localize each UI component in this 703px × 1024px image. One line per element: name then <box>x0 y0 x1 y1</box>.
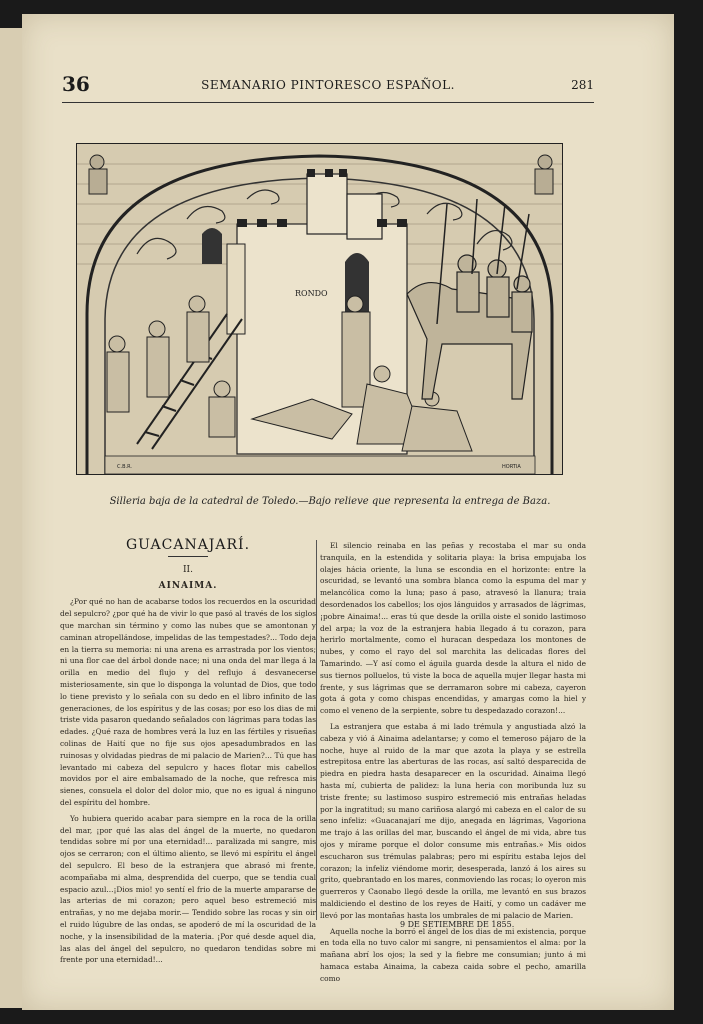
paragraph: El silencio reinaba en las peñas y recostaba el mar su onda tranquila, en la estendida y solitaria playa: la brisa empujaba los olajes hácia oriente, la luna se escondia en el horizonte: entre la oscuridad, se levantó una sombra blanca como la espuma del mar y melancólica como la luna; paso á paso, atravesó la llanura; traia desordenados los cabellos; los ojos lánguidos y arrasados de lágrimas, ¡pobre Ainaima!... eras tú que desde la orilla oiste el sonido lastimoso del arpa; la voz de la estranjera habia llegado á tu corazon, para herirlo mortalmente, como el huracan despedaza los montones de nubes, y como el rayo del sol marchita las delicadas flores del Tamarindo. —Y así como el águila guarda desde la altura el nido de sus tiernos polluelos, tú viste la boca de aquella mujer llegar hasta mi frente, y sus lágrimas que se derramaron sobre mi cabeza, cayeron gota á gota y como chispas encendidas, y amargas como la hiel y como el veneno de la serpiente, sobre tu despedazado corazon!... <box>320 541 586 716</box>
paragraph: Yo hubiera querido acabar para siempre en la roca de la orilla del mar, ¡por qué las alas del ángel de la muerte, no quedaron tendidas sobre mí por una eternidad!... paralizada mi sangre, mis ojos se cerraron; con el último aliento, se llevó mi espíritu el ángel del sepulcro. El beso de la estranjera que abrasó mi frente, acompañaba mi alma, desprendida del cuerpo, que se tendia cual espacio azul...¡Dios mio! yo sentí el frio de la muerte ampararse de las arterias de mi corazon; pero aquel beso estremeció mis entrañas, y no me dejaba morir.— Tendido sobre las rocas y sin oir el ruido lúgubre de las ondas, se apoderó de mí la oscuridad de la noche, y la insensibilidad de la materia. ¡Por qué desde aquel dia, las alas del ángel del sepulcro, no quedaron tendidas sobre mi frente por una eternidad!... <box>60 813 316 965</box>
engraver-signature-right: HORTIA <box>502 464 521 470</box>
engraver-signature-left: C.B.R. <box>117 464 132 470</box>
engraving-drawing <box>77 144 562 474</box>
chapter-number: II. <box>183 564 193 575</box>
paragraph: ¿Por qué no han de acabarse todos los recuerdos en la oscuridad del sepulcro? ¿por qué ha de vivir lo que pasó al través de los siglos que marchan sin término y como las nubes que se amontonan y caminan atropellándose, impelidas de las tempestades?... Todo deja en la tierra su memoria: ni una arena es arrastrada por los vientos; ni una flor cae del árbol donde nace; ni una onda del mar llega á la orilla en medio del flujo y del reflujo á desvanecerse misteriosamente, sin que lo disponga la voluntad de Dios, que todo lo tiene previsto y lo señala con su dedo en el libro infinito de las generaciones, de los espíritus y de las cosas; por eso los dias de mi triste vida pasaron quedando señalados con lágrimas para todas las edades. ¿Qué raza de hombres verá la luz en las fértiles y risueñas colinas de Haití que no fije sus ojos apesadumbrados en las ruinosas y olvidadas piedras de mi palacio de Marien?... Tú que has levantado mi cabeza del sepulcro y haces flotar mis cabellos movidos por el aire embalsamado de la noche, que refresca mis sienes, consuela el dolor del dolor mio, que no es igual á ninguno del espíritu del hombre. <box>60 597 316 807</box>
castle-label: RONDO <box>295 289 328 298</box>
article-title: GUACANAJARÍ. <box>125 537 251 553</box>
column-divider <box>316 540 317 920</box>
paragraph: Aquella noche la borró el ángel de los dias de mi existencia, porque en toda ella no tuvo calor mi sangre, ni pensamientos el alma: por la mañana abrí los ojos; la sed y la fiebre me consumian; junto á mi hamaca estaba Ainaima, la cabeza caida sobre el pecho, amarilla como <box>320 926 586 983</box>
publication-title: SEMANARIO PINTORESCO ESPAÑOL. <box>201 78 455 92</box>
illustration-caption: Silleria baja de la catedral de Toledo.—Bajo relieve que representa la entrega de Baza. <box>109 496 551 507</box>
title-rule <box>168 556 208 557</box>
chapter-name: AINAIMA. <box>158 580 218 591</box>
issue-date: 9 DE SETIEMBRE DE 1855. <box>400 920 515 929</box>
engraving-illustration <box>76 143 563 475</box>
left-column <box>60 537 316 970</box>
page-header <box>62 72 594 103</box>
paragraph: La estranjera que estaba á mi lado trémula y angustiada alzó la cabeza y vió á Ainaima adelantarse; y como el temeroso pájaro de la noche, huye al ruido de la mar que azota la playa y se estrella estrepitosa entre las aberturas de las rocas, así saltó desparecida de piedra en piedra hasta desaparecer en la oscuridad. Ainaima llegó hasta mí, cubierta de palidez: la luna heria con moribunda luz su triste frente; su lastimoso suspiro estremeció mis entrañas heladas por la ingratitud; su mano cariñosa alargó mi cabeza en el calor de su seno infeliz: «Guacanajarí me dijo, anegada en lágrimas, Vagoriona me trajo á las orillas del mar, buscando el ángel de mi vida, abre tus ojos y mírame porque el dolor consume mis entrañas.» Mis oidos escucharon sus trémulas palabras; pero mi espíritu estaba lejos del corazon; la infeliz viéndome morir, desesperada, lanzó á los aires su grito, quebrantado en los mares, conmoviendo las rocas; lo oyeron mis guerreros y Caonabo llegó desde la orilla, me levantó en sus brazos maldiciendo el destino de los reyes de Haití, y como un cadáver me llevó por las montañas hasta los umbrales de mi palacio de Marien. <box>320 721 586 920</box>
page-number: 36 <box>62 72 90 96</box>
page-sequence: 281 <box>571 78 594 92</box>
